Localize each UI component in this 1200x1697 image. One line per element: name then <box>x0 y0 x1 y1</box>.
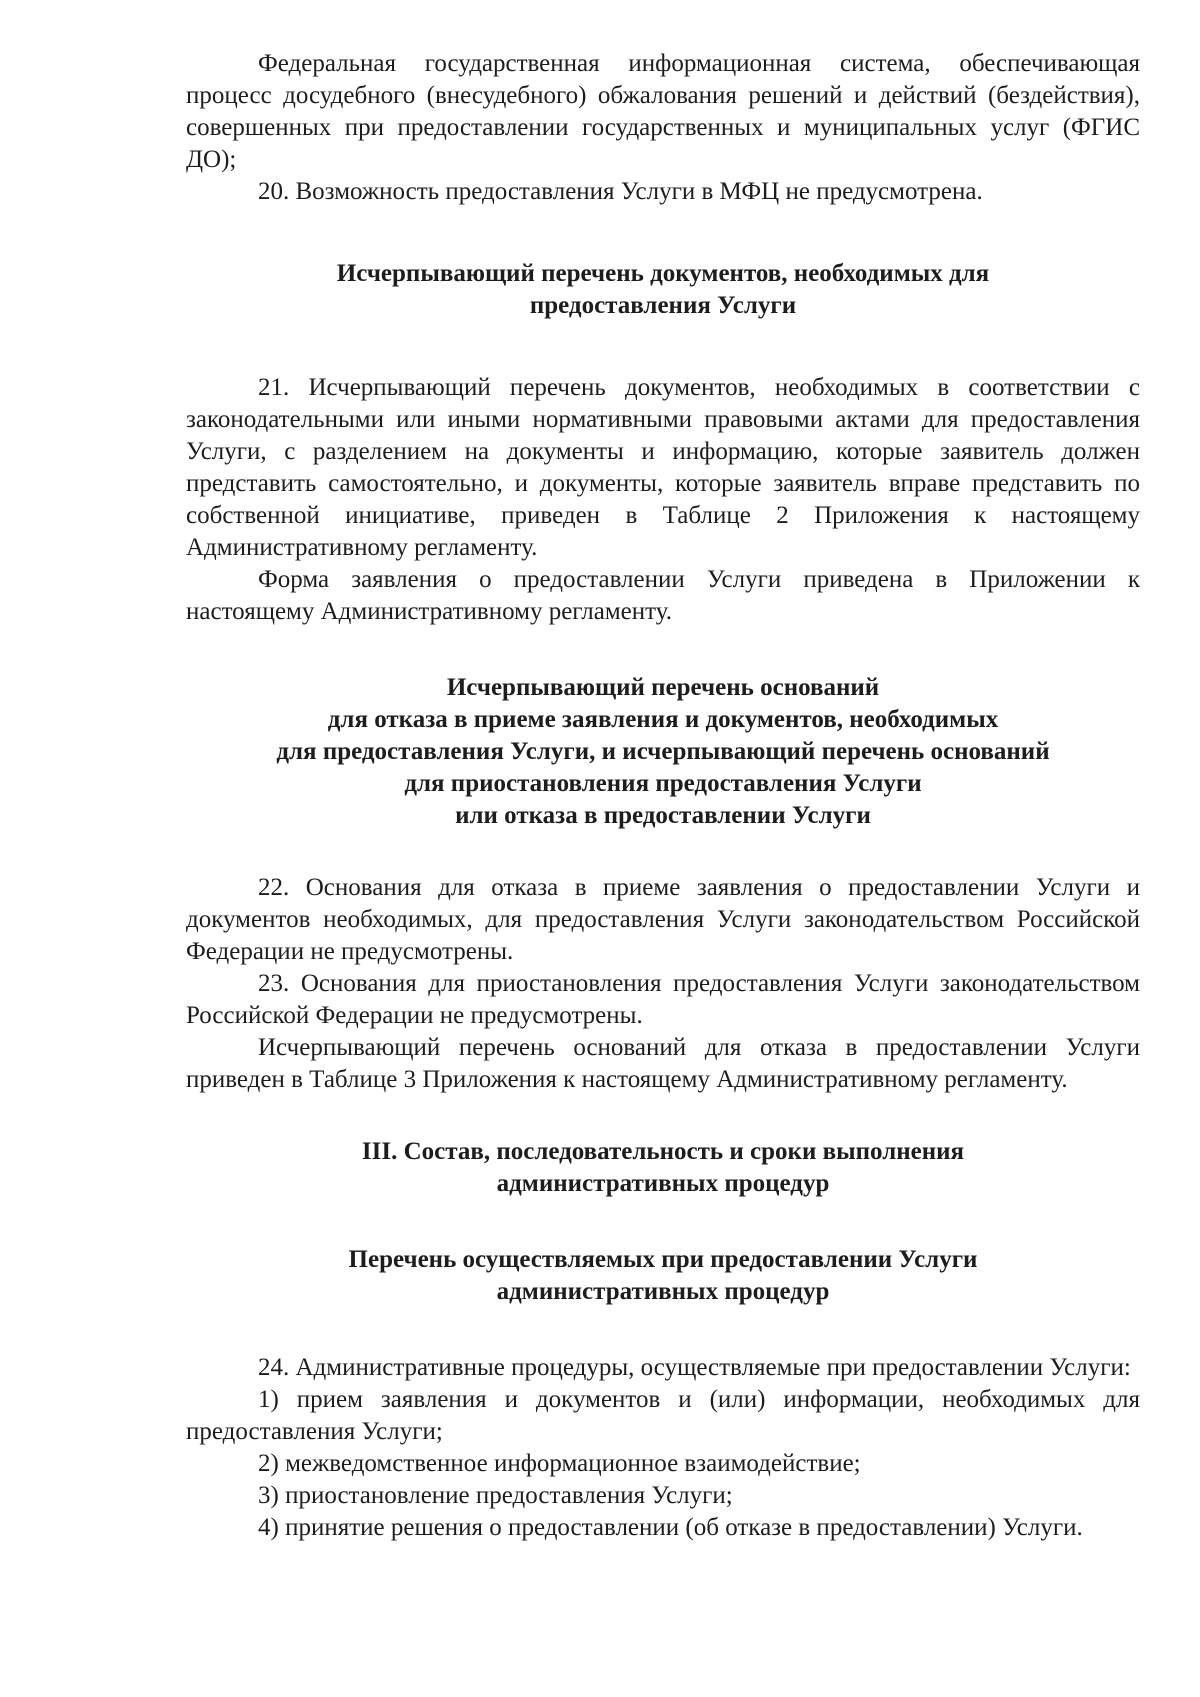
heading-line: Перечень осуществляемых при предоставлении Услуги <box>348 1246 978 1273</box>
heading-line: для отказа в приеме заявления и документов, необходимых <box>327 706 999 733</box>
list-item: 1) прием заявления и документов и (или) информации, необходимых для предоставления Услуги; <box>186 1386 1140 1445</box>
paragraph-22: 22. Основания для отказа в приеме заявления о предоставлении Услуги и документов необходимых, для предоставления Услуги законодательством Российской Федерации не предусмотрены. <box>186 874 1140 965</box>
paragraph-21: 21. Исчерпывающий перечень документов, необходимых в соответствии с законодательными или иными нормативными правовыми актами для предоставления Услуги, с разделением на документы и информацию, которые заявитель должен представить самостоятельно, и документы, которые заявитель вправе представить по собственной инициативе, приведен в Таблице 2 Приложения к настоящему Административному регламенту. <box>186 374 1140 561</box>
heading-grounds-for-refusal <box>186 672 1140 832</box>
heading-line: для предоставления Услуги, и исчерпывающий перечень оснований <box>276 738 1050 765</box>
paragraph-23: 23. Основания для приостановления предоставления Услуги законодательством Российской Федерации не предусмотрены. <box>186 970 1140 1029</box>
heading-line: административных процедур <box>496 1278 830 1305</box>
list-item: 2) межведомственное информационное взаимодействие; <box>258 1450 861 1477</box>
heading-documents-list <box>186 258 1140 322</box>
heading-section-3 <box>186 1136 1140 1200</box>
heading-line: Исчерпывающий перечень оснований <box>446 674 880 701</box>
heading-line: III. Состав, последовательность и сроки выполнения <box>361 1138 965 1165</box>
intro-paragraph: Федеральная государственная информационная система, обеспечивающая процесс досудебного (внесудебного) обжалования решений и действий (бездействия), совершенных при предоставлении государственных и муниципальных услуг (ФГИС ДО); <box>186 50 1140 173</box>
paragraph-21-form: Форма заявления о предоставлении Услуги приведена в Приложении к настоящему Административному регламенту. <box>186 566 1140 625</box>
paragraph-20: 20. Возможность предоставления Услуги в МФЦ не предусмотрена. <box>258 178 983 205</box>
heading-line: для приостановления предоставления Услуги <box>404 770 922 797</box>
paragraph-23-refusal: Исчерпывающий перечень оснований для отказа в предоставлении Услуги приведен в Таблице 3 Приложения к настоящему Административному регламенту. <box>186 1034 1140 1093</box>
heading-line: предоставления Услуги <box>529 292 797 319</box>
heading-line: Исчерпывающий перечень документов, необходимых для <box>336 260 990 287</box>
list-item: 3) приостановление предоставления Услуги; <box>258 1482 733 1509</box>
paragraph-24: 24. Административные процедуры, осуществляемые при предоставлении Услуги: <box>258 1354 1131 1381</box>
heading-procedures-list <box>186 1244 1140 1308</box>
heading-line: административных процедур <box>496 1170 830 1197</box>
heading-line: или отказа в предоставлении Услуги <box>455 802 871 829</box>
list-item: 4) принятие решения о предоставлении (об отказе в предоставлении) Услуги. <box>258 1514 1083 1541</box>
